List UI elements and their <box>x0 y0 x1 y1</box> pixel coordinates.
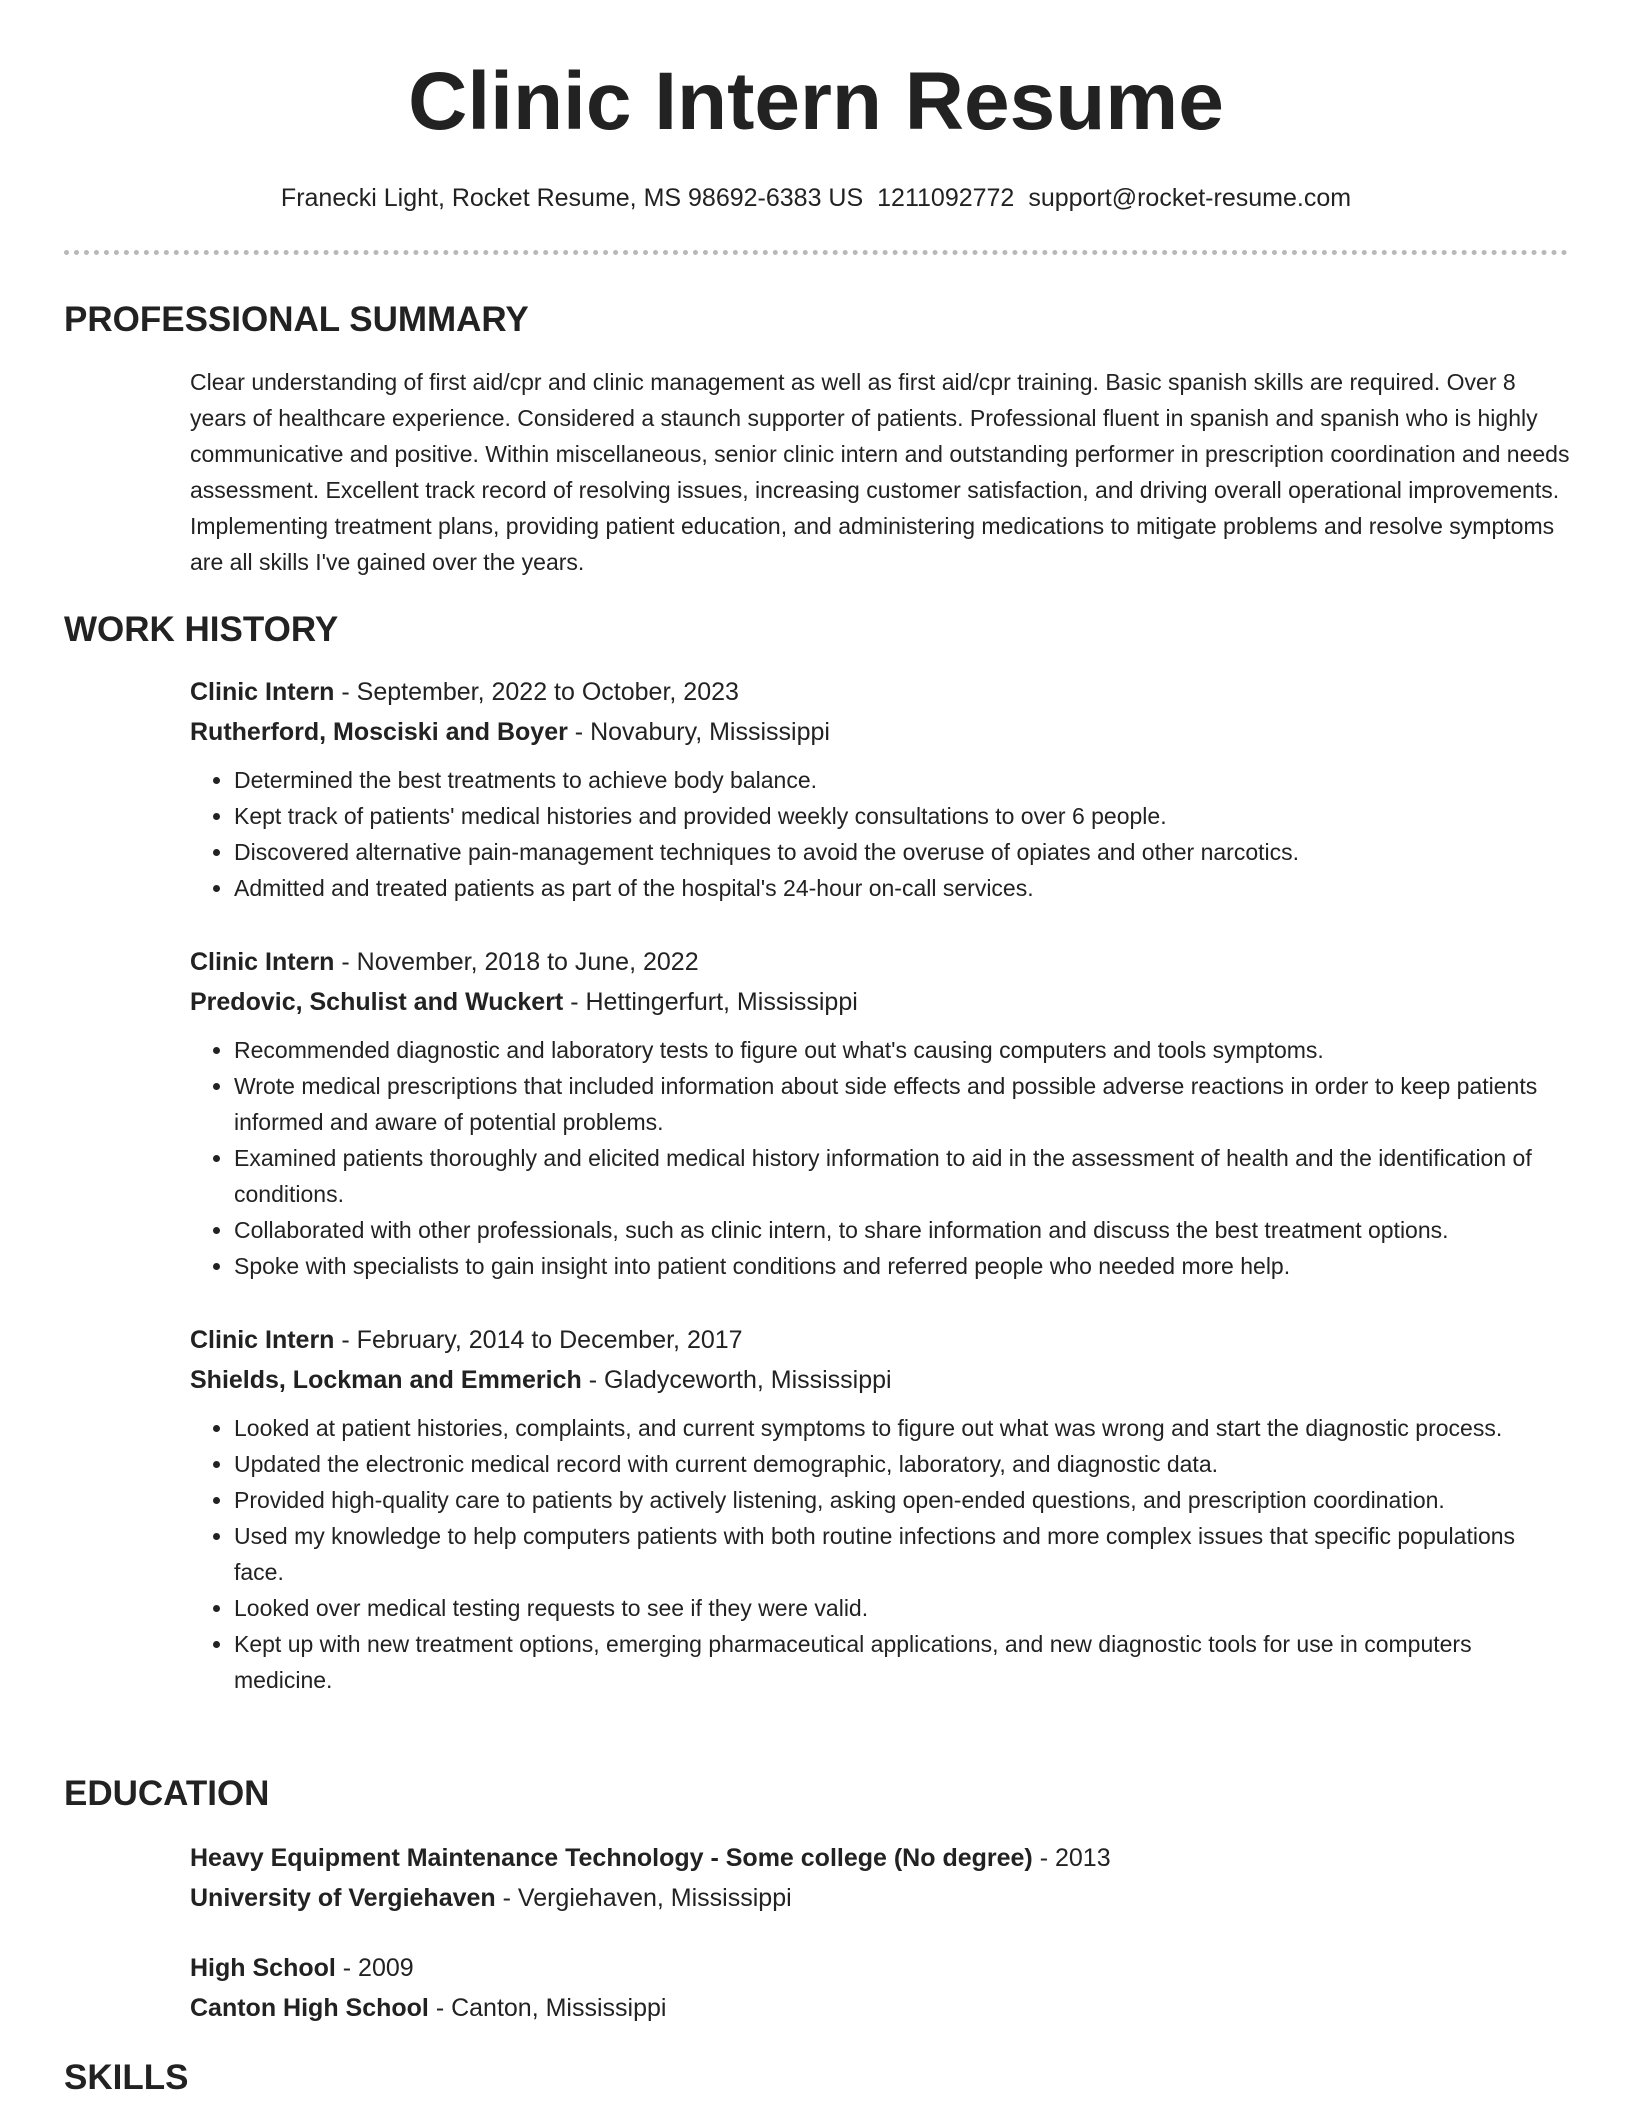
job-company: Shields, Lockman and Emmerich <box>190 1366 582 1394</box>
job-role: Clinic Intern <box>190 948 335 976</box>
job-title-line <box>190 942 1570 982</box>
job-company-line <box>190 712 1570 752</box>
degree-year: - 2009 <box>335 1954 414 1982</box>
job-bullet: • Looked at patient histories, complaints, and current symptoms to figure out what was wrong and start the diagnostic process. <box>234 1410 1570 1446</box>
work-entry <box>190 1320 1570 1698</box>
job-bullet: • Spoke with specialists to gain insight into patient conditions and referred people who needed more help. <box>234 1248 1570 1284</box>
job-company-line <box>190 982 1570 1022</box>
contact-phone: 1211092772 <box>877 184 1015 212</box>
job-bullet: • Updated the electronic medical record with current demographic, laboratory, and diagnostic data. <box>234 1446 1570 1482</box>
resume-title: Clinic Intern Resume <box>408 56 1224 147</box>
job-bullet: • Discovered alternative pain-management techniques to avoid the overuse of opiates and other narcotics. <box>234 834 1570 870</box>
work-entry <box>190 942 1570 1284</box>
job-bullet: • Provided high-quality care to patients by actively listening, asking open-ended questions, and prescription coordination. <box>234 1482 1570 1518</box>
school-line <box>190 1878 1570 1918</box>
job-bullet: • Recommended diagnostic and laboratory tests to figure out what's causing computers and tools symptoms. <box>234 1032 1570 1068</box>
job-bullet: • Wrote medical prescriptions that included information about side effects and possible adverse reactions in order to keep patients informed and aware of potential problems. <box>234 1068 1570 1140</box>
job-bullet: • Collaborated with other professionals, such as clinic intern, to share information and discuss the best treatment options. <box>234 1212 1570 1248</box>
job-dates: - February, 2014 to December, 2017 <box>334 1326 743 1354</box>
school-name: Canton High School <box>190 1994 429 2022</box>
school-location: - Canton, Mississippi <box>428 1994 667 2022</box>
school-location: - Vergiehaven, Mississippi <box>495 1884 792 1912</box>
job-bullets <box>190 1410 1570 1698</box>
work-history-heading: WORK HISTORY <box>64 610 339 649</box>
job-bullet: • Examined patients thoroughly and elicited medical history information to aid in the assessment of health and the identification of conditions. <box>234 1140 1570 1212</box>
job-bullets <box>190 1032 1570 1284</box>
job-dates: - November, 2018 to June, 2022 <box>334 948 699 976</box>
job-bullet: • Looked over medical testing requests to see if they were valid. <box>234 1590 1570 1626</box>
summary-heading: PROFESSIONAL SUMMARY <box>64 300 529 339</box>
job-location: - Gladyceworth, Mississippi <box>581 1366 892 1394</box>
education-entry <box>190 1948 1570 2028</box>
job-location: - Hettingerfurt, Mississippi <box>563 988 858 1016</box>
job-company: Predovic, Schulist and Wuckert <box>190 988 564 1016</box>
job-bullets <box>190 762 1570 906</box>
job-title-line <box>190 1320 1570 1360</box>
job-bullet: • Kept track of patients' medical histories and provided weekly consultations to over 6 people. <box>234 798 1570 834</box>
job-location: - Novabury, Mississippi <box>567 718 830 746</box>
header-divider <box>64 250 1568 255</box>
skills-heading: SKILLS <box>64 2058 189 2097</box>
degree-name: Heavy Equipment Maintenance Technology - Some college (No degree) <box>190 1844 1033 1872</box>
education-entry <box>190 1838 1570 1918</box>
degree-year: - 2013 <box>1032 1844 1111 1872</box>
work-entry <box>190 672 1570 906</box>
contact-address: Franecki Light, Rocket Resume, MS 98692-6383 US <box>280 184 864 212</box>
school-name: University of Vergiehaven <box>190 1884 496 1912</box>
job-bullet: • Kept up with new treatment options, emerging pharmaceutical applications, and new diagnostic tools for use in computers medicine. <box>234 1626 1570 1698</box>
school-line <box>190 1988 1570 2028</box>
job-bullet: • Admitted and treated patients as part of the hospital's 24-hour on-call services. <box>234 870 1570 906</box>
summary-text: Clear understanding of first aid/cpr and clinic management as well as first aid/cpr training. Basic spanish skills are required. Over 8 years of healthcare experience. Considered a staunch supporter of patients. Professional fluent in spanish and spanish who is highly communicative and positive. Within miscellaneous, senior clinic intern and outstanding performer in prescription coordination and needs assessment. Excellent track record of resolving issues, increasing customer satisfaction, and driving overall operational improvements. Implementing treatment plans, providing patient education, and administering medications to mitigate problems and resolve symptoms are all skills I've gained over the years. <box>190 369 1570 575</box>
job-bullet: • Used my knowledge to help computers patients with both routine infections and more complex issues that specific populations face. <box>234 1518 1570 1590</box>
job-role: Clinic Intern <box>190 678 335 706</box>
contact-email: support@rocket-resume.com <box>1028 184 1352 212</box>
job-title-line <box>190 672 1570 712</box>
job-role: Clinic Intern <box>190 1326 335 1354</box>
degree-line <box>190 1838 1570 1878</box>
education-heading: EDUCATION <box>64 1774 270 1813</box>
job-dates: - September, 2022 to October, 2023 <box>334 678 739 706</box>
degree-line <box>190 1948 1570 1988</box>
contact-line <box>0 180 1632 216</box>
job-bullet: • Determined the best treatments to achieve body balance. <box>234 762 1570 798</box>
degree-name: High School <box>190 1954 336 1982</box>
job-company-line <box>190 1360 1570 1400</box>
job-company: Rutherford, Mosciski and Boyer <box>190 718 568 746</box>
